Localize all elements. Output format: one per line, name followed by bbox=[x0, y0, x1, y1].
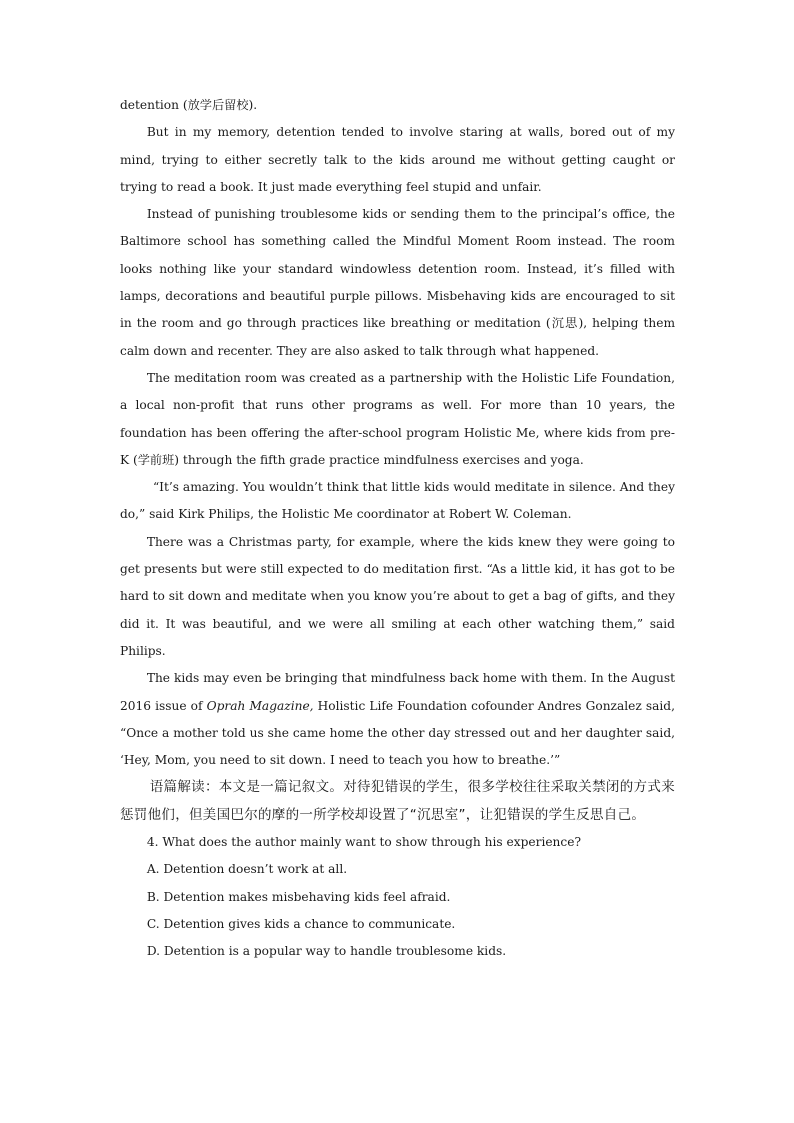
question-4: 4. What does the author mainly want to show through his experience? bbox=[146, 835, 581, 850]
option-b: B. Detention makes misbehaving kids feel afraid. bbox=[146, 889, 451, 904]
paragraph-oprah bbox=[120, 665, 675, 774]
paragraph-mindful-room: Instead of punishing troublesome kids or sending them to the principal’s office, the Baltimore school has something called the Mindful Moment Room instead. The room looks nothing like your standard windowless detention room. Instead, it’s filled with lamps, decorations and beautiful purple pillows. Misbehaving kids are encouraged to sit in the room and go through practices like breathing or meditation (沉思), helping them calm down and recenter. They are also asked to talk through what happened. bbox=[120, 207, 675, 358]
paragraph-detention-fragment: detention (放学后留校). bbox=[120, 98, 258, 112]
option-a: A. Detention doesn’t work at all. bbox=[146, 862, 348, 877]
paragraph-oprah-end: Holistic Life Foundation cofounder Andres Gonzalez said, “Once a mother told us she came home the other day stressed out and her daughter said, ‘Hey, Mom, you need to sit down. I need to teach you how to breathe.’” bbox=[120, 698, 675, 768]
paragraph-oprah-start: The kids may even be bringing that mindfulness back home with them. In the August 2016 issue of bbox=[120, 671, 675, 713]
passage-analysis: 语篇解读：本文是一篇记叙文。对待犯错误的学生，很多学校往往采取关禁闭的方式来惩罚他们，但美国巴尔的摩的一所学校却设置了“沉思室”，让犯错误的学生反思自己。 bbox=[120, 779, 675, 823]
paragraph-christmas-party: There was a Christmas party, for example, where the kids knew they were going to get presents but were still expected to do meditation first. “As a little kid, it has got to be hard to sit down and meditate when you know you’re about to get a bag of gifts, and they did it. It was beautiful, and we were all smiling at each other watching them,” said Philips. bbox=[120, 534, 675, 658]
paragraph-memory: But in my memory, detention tended to involve staring at walls, bored out of my mind, trying to either secretly talk to the kids around me without getting caught or trying to read a book. It just made everything feel stupid and unfair. bbox=[120, 125, 675, 194]
option-c: C. Detention gives kids a chance to communicate. bbox=[146, 916, 456, 931]
magazine-title: Oprah Magazine, bbox=[206, 698, 314, 713]
paragraph-philips-quote: “It’s amazing. You wouldn’t think that little kids would meditate in silence. And they do,” said Kirk Philips, the Holistic Me coordinator at Robert W. Coleman. bbox=[120, 480, 675, 522]
paragraph-foundation: The meditation room was created as a partnership with the Holistic Life Foundation, a local non-profit that runs other programs as well. For more than 10 years, the foundation has been offering the after-school program Holistic Me, where kids from pre-K (学前班) through the fifth grade practice mindfulness exercises and yoga. bbox=[120, 370, 675, 467]
document-page bbox=[120, 92, 675, 966]
option-d: D. Detention is a popular way to handle troublesome kids. bbox=[146, 944, 507, 959]
